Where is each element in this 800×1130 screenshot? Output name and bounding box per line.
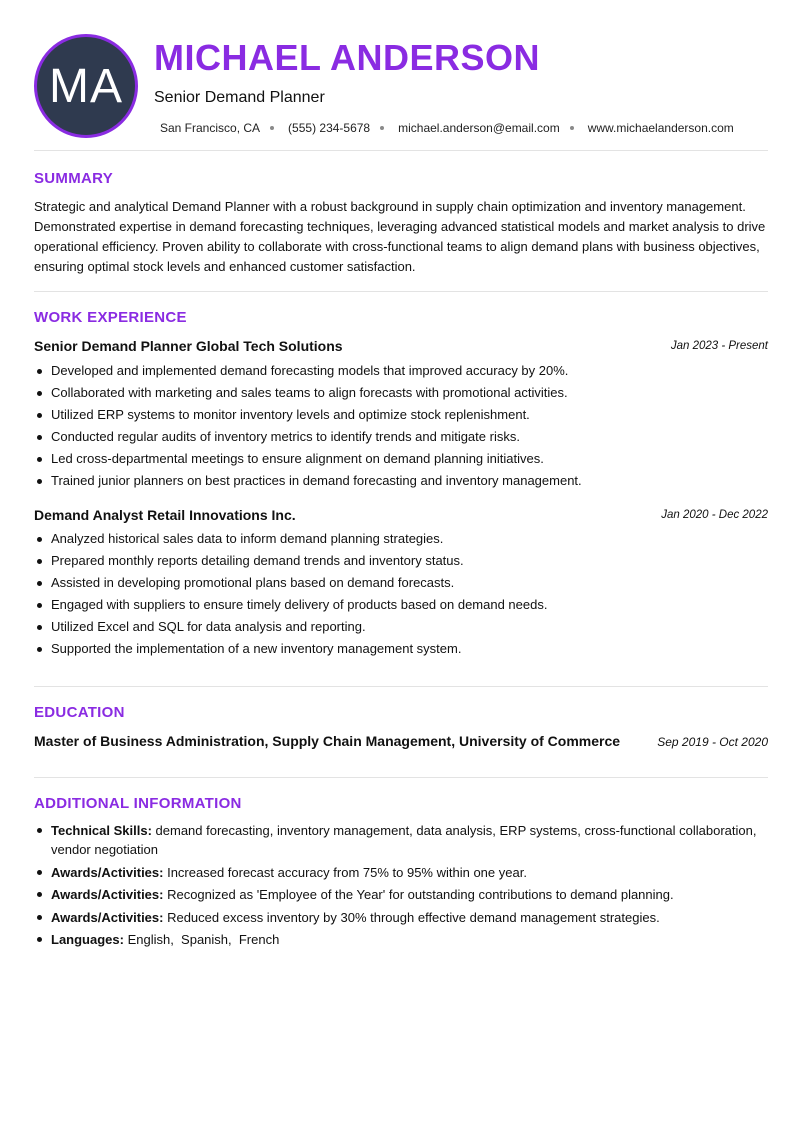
item-label: Awards/Activities: (51, 864, 164, 880)
list-item: Supported the implementation of a new inventory management system. (34, 638, 768, 660)
list-item: Developed and implemented demand forecasting models that improved accuracy by 20%. (34, 360, 768, 382)
education-dates: Sep 2019 - Oct 2020 (657, 735, 768, 749)
job-title: Senior Demand Planner (154, 89, 325, 106)
candidate-name: MICHAEL ANDERSON (154, 37, 541, 78)
list-item (34, 930, 768, 949)
item-text: Reduced excess inventory by 30% through effective demand management strategies. (163, 909, 660, 925)
additional-info-list (34, 821, 768, 953)
list-item: Led cross-departmental meetings to ensure alignment on demand planning initiatives. (34, 448, 768, 470)
list-item (34, 863, 768, 882)
job-dates: Jan 2020 - Dec 2022 (661, 509, 768, 521)
summary-heading: SUMMARY (34, 170, 114, 187)
list-item: Utilized ERP systems to monitor inventory levels and optimize stock replenishment. (34, 404, 768, 426)
separator-dot-icon (270, 126, 274, 130)
list-item: Prepared monthly reports detailing demand trends and inventory status. (34, 550, 768, 572)
section-divider (34, 150, 768, 151)
section-divider (34, 291, 768, 292)
avatar: MA (34, 34, 138, 138)
contact-phone: (555) 234-5678 (288, 121, 371, 135)
job-header (34, 338, 768, 356)
section-divider (34, 777, 768, 778)
job-bullet-list (34, 360, 768, 492)
work-experience-heading: WORK EXPERIENCE (34, 309, 187, 326)
list-item (34, 821, 768, 859)
separator-dot-icon (570, 126, 574, 130)
additional-information-heading: ADDITIONAL INFORMATION (34, 795, 242, 812)
item-text: English, Spanish, French (123, 932, 280, 947)
list-item: Conducted regular audits of inventory metrics to identify trends and mitigate risks. (34, 426, 768, 448)
education-heading: EDUCATION (34, 704, 125, 721)
contact-website[interactable]: www.michaelanderson.com (587, 121, 734, 135)
contact-line (160, 120, 734, 136)
list-item: Engaged with suppliers to ensure timely delivery of products based on demand needs. (34, 594, 768, 616)
list-item: Trained junior planners on best practices in demand forecasting and inventory management. (34, 470, 768, 492)
resume-header (34, 34, 768, 138)
job-bullet-list (34, 528, 768, 660)
item-text: Recognized as 'Employee of the Year' for outstanding contributions to demand planning. (163, 887, 674, 902)
education-entry (34, 733, 768, 753)
job-role: Demand Analyst Retail Innovations Inc. (34, 507, 296, 523)
item-label: Technical Skills: (51, 823, 152, 838)
item-label: Awards/Activities: (51, 909, 164, 925)
list-item (34, 885, 768, 904)
job-role: Senior Demand Planner Global Tech Solutions (34, 338, 343, 354)
contact-location: San Francisco, CA (160, 121, 261, 135)
job-dates: Jan 2023 - Present (670, 340, 768, 352)
list-item: Analyzed historical sales data to inform demand planning strategies. (34, 528, 768, 550)
item-text: demand forecasting, inventory management, data analysis, ERP systems, cross-functional collaboration, vendor negotiation (51, 823, 757, 857)
list-item: Collaborated with marketing and sales teams to align forecasts with promotional activities. (34, 382, 768, 404)
degree: Master of Business Administration, Supply Chain Management, University of Commerce (34, 733, 621, 749)
list-item: Utilized Excel and SQL for data analysis and reporting. (34, 616, 768, 638)
job-header (34, 507, 768, 525)
list-item: Assisted in developing promotional plans based on demand forecasts. (34, 572, 768, 594)
contact-email[interactable]: michael.anderson@email.com (398, 121, 560, 135)
summary-text: Strategic and analytical Demand Planner with a robust background in supply chain optimization and inventory management. Demonstrated expertise in demand forecasting techniques, leveraging advanced statistical models and market analysis to drive operational efficiency. Proven ability to collaborate with cross-functional teams to align demand plans with business objectives, ensuring optimal stock levels and enhanced customer satisfaction. (34, 199, 766, 274)
item-label: Awards/Activities: (51, 887, 164, 902)
item-label: Languages: (51, 932, 124, 947)
list-item (34, 908, 768, 927)
item-text: Increased forecast accuracy from 75% to 95% within one year. (163, 864, 527, 880)
section-divider (34, 686, 768, 687)
separator-dot-icon (380, 126, 384, 130)
